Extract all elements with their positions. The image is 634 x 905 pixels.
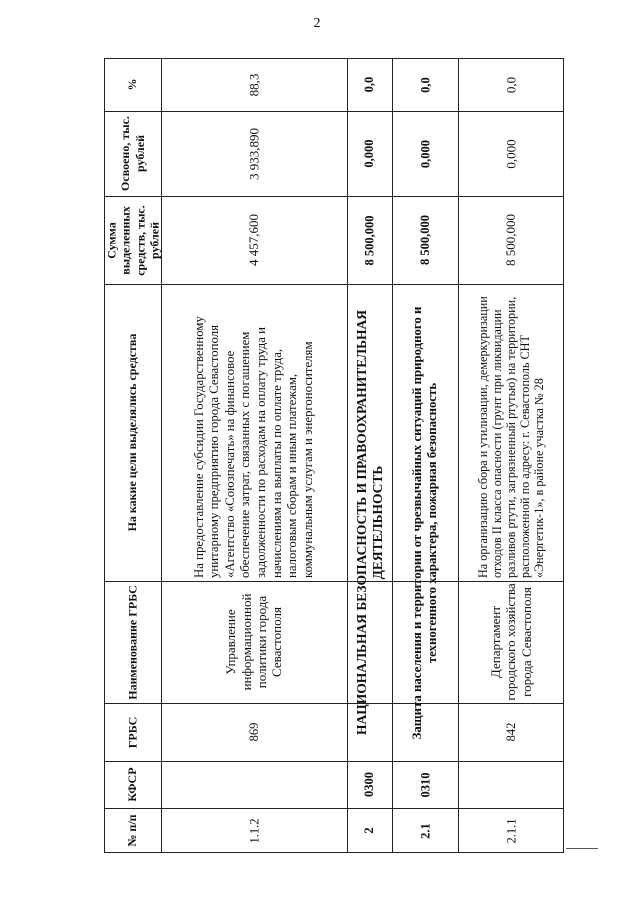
row-4-num-cell xyxy=(458,808,564,853)
header-amount: Сумма выделенных средств, тыс. рублей xyxy=(104,204,161,276)
row-3-section-cell xyxy=(392,284,458,761)
row-3-percent: 0,0 xyxy=(417,76,432,93)
header-grbs-cell xyxy=(104,703,161,761)
header-grbs-name: Наименование ГРБС xyxy=(125,584,140,700)
row-1-percent-cell xyxy=(161,58,347,111)
row-4-amount: 8 500,000 xyxy=(503,214,519,266)
header-percent-cell xyxy=(104,58,161,111)
header-kfsr: КФСР xyxy=(125,767,140,802)
row-3-amount-cell xyxy=(392,196,458,284)
row-1-spent: 3 933,890 xyxy=(246,127,262,180)
row-2-percent-cell xyxy=(347,58,392,111)
row-3-spent-cell xyxy=(392,111,458,196)
row-1-num-cell xyxy=(161,808,347,853)
row-1-spent-cell xyxy=(161,111,347,196)
header-purpose-cell xyxy=(104,284,161,581)
row-1-amount: 4 457,600 xyxy=(246,214,262,266)
page-number: 2 xyxy=(313,16,321,31)
row-1-grbs-name: Управление информационной политики города Севастополя xyxy=(223,593,285,691)
row-4-percent-cell xyxy=(458,58,564,111)
header-amount-cell xyxy=(104,196,161,284)
row-1-grbs-cell xyxy=(161,703,347,761)
row-2-section-title: НАЦИОНАЛЬНАЯ БЕЗОПАСНОСТЬ И ПРАВООХРАНИТЕЛЬНАЯ ДЕЯТЕЛЬНОСТЬ xyxy=(353,309,385,736)
row-1-purpose: На предоставление субсидии Государственному унитарному предприятию города Севастополя «Агентство «Союзпечать» на финансовое обеспечение затрат, связанных с погашением задолженности по расходам на оплату труда и начислениям на выплаты по оплате труда, налоговым сборам и иным платежам, коммунальным услугам и энергоносителям xyxy=(191,315,315,578)
row-2-spent: 0,000 xyxy=(362,139,377,168)
header-percent: % xyxy=(125,78,140,91)
row-4-purpose: На организацию сбора и утилизации, демеркуризации отходов II класса опасности (грунт при ликвидации разливов ртути, загрязненный ртутью) на территории, расположенной по адресу: г. Севастополь СНТ «Энергетик-1», в районе участка № 28 xyxy=(475,295,547,578)
row-1-num: 1.1.2 xyxy=(246,818,261,843)
header-spent-cell xyxy=(104,111,161,196)
row-2-amount-cell xyxy=(347,196,392,284)
row-4-spent: 0,000 xyxy=(503,138,519,169)
col-divider xyxy=(104,761,564,762)
row-4-grbs-name-cell xyxy=(458,581,564,703)
header-purpose: На какие цели выделялись средства xyxy=(125,333,140,532)
row-3-spent: 0,000 xyxy=(417,139,432,168)
row-3-kfsr: 0310 xyxy=(417,772,432,797)
row-4-spent-cell xyxy=(458,111,564,196)
row-3-section-title: Защита населения и территории от чрезвычайных ситуаций природного и техногенного характера, пожарная безопасность xyxy=(409,306,439,739)
header-grbs: ГРБС xyxy=(125,716,140,748)
row-4-num: 2.1.1 xyxy=(503,818,518,843)
row-1-amount-cell xyxy=(161,196,347,284)
row-1-percent: 88,3 xyxy=(246,73,262,96)
footer-rule xyxy=(566,848,598,849)
row-4-grbs-name: Департамент городского хозяйства города Севастополя xyxy=(488,583,534,701)
row-2-percent: 0,0 xyxy=(362,76,377,93)
row-4-grbs: 842 xyxy=(503,722,518,742)
row-3-kfsr-cell xyxy=(392,761,458,808)
row-2-amount: 8 500,000 xyxy=(362,215,377,265)
header-kfsr-cell xyxy=(104,761,161,808)
row-2-num: 2 xyxy=(362,827,377,834)
row-1-grbs-name-cell xyxy=(161,581,347,703)
row-1-grbs: 869 xyxy=(246,722,261,742)
row-4-purpose-cell xyxy=(458,284,564,581)
row-3-num-cell xyxy=(392,808,458,853)
row-1-purpose-cell xyxy=(161,284,347,581)
row-2-kfsr-cell xyxy=(347,761,392,808)
header-num: № п/п xyxy=(125,814,140,847)
header-num-cell xyxy=(104,808,161,853)
row-2-section-cell xyxy=(347,284,392,761)
row-3-amount: 8 500,000 xyxy=(417,215,432,265)
row-4-percent: 0,0 xyxy=(503,76,519,93)
row-4-amount-cell xyxy=(458,196,564,284)
row-3-percent-cell xyxy=(392,58,458,111)
header-grbs-name-cell xyxy=(104,581,161,703)
row-2-spent-cell xyxy=(347,111,392,196)
row-4-grbs-cell xyxy=(458,703,564,761)
row-2-kfsr: 0300 xyxy=(362,772,377,797)
header-spent: Освоено, тыс. рублей xyxy=(118,116,147,191)
row-3-num: 2.1 xyxy=(417,822,432,839)
row-2-num-cell xyxy=(347,808,392,853)
